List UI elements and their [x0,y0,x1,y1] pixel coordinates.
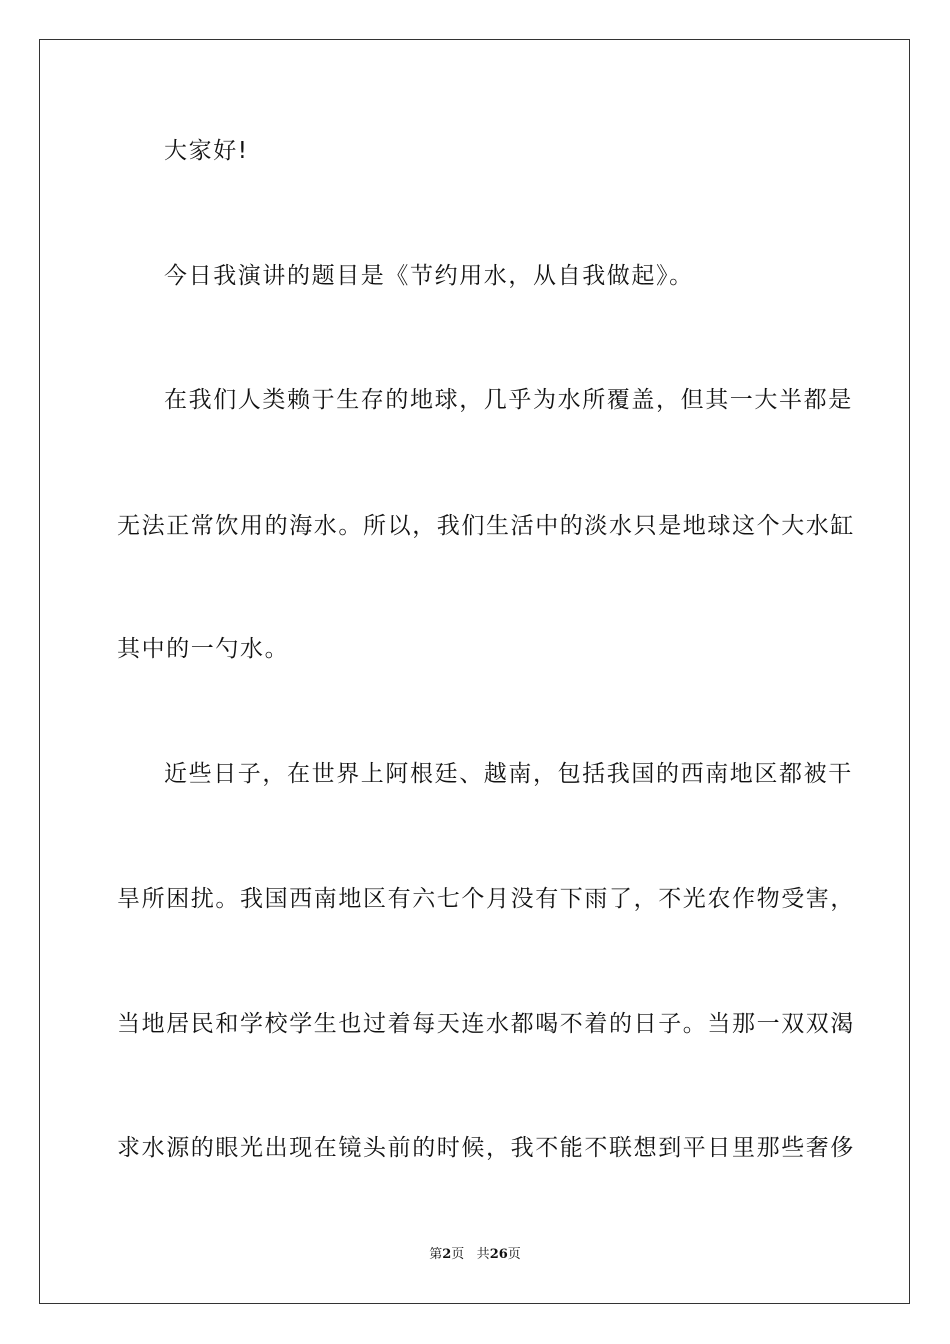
paragraph-line: 其中的一勺水。 [117,636,290,662]
page-footer [0,1246,950,1264]
paragraph-line: 求水源的眼光出现在镜头前的时候，我不能不联想到平日里那些奢侈 [117,1135,855,1161]
page-number: 2 [442,1247,452,1262]
page-suffix: 页 [451,1247,465,1262]
paragraph-line: 当地居民和学校学生也过着每天连水都喝不着的日子。当那一双双渴 [117,1011,855,1037]
paragraph-line: 近些日子，在世界上阿根廷、越南，包括我国的西南地区都被干 [164,761,853,787]
total-suffix: 页 [507,1247,521,1262]
paragraph-greeting: 大家好! [164,138,249,164]
paragraph-line: 旱所困扰。我国西南地区有六七个月没有下雨了，不光农作物受害， [117,886,855,912]
total-pages: 26 [489,1247,508,1262]
page-prefix: 第 [429,1247,443,1262]
page-border [39,39,910,1304]
paragraph-line: 无法正常饮用的海水。所以，我们生活中的淡水只是地球这个大水缸 [117,513,855,539]
paragraph-title-intro: 今日我演讲的题目是《节约用水，从自我做起》。 [164,263,694,289]
paragraph-line: 在我们人类赖于生存的地球，几乎为水所覆盖，但其一大半都是 [164,387,853,413]
total-prefix: 共 [476,1247,490,1262]
